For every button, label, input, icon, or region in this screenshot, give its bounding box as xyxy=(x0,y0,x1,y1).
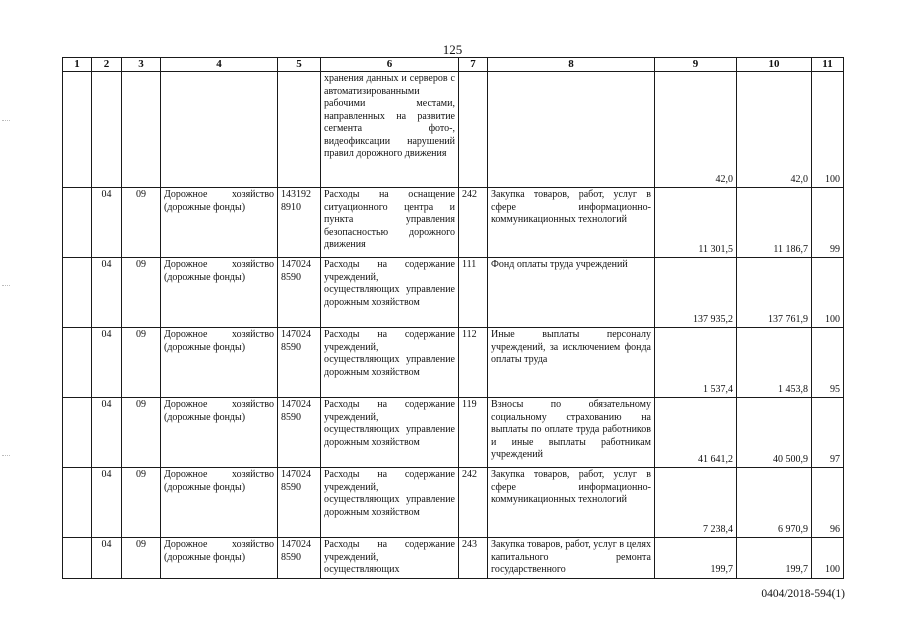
plan-amount-cell: 7 238,4 xyxy=(655,468,737,538)
expense-type-name-cell: Взносы по обязательному социальному страхованию на выплаты по оплате труда работников и иные выплаты работникам учреждений xyxy=(488,398,655,468)
column-header: 11 xyxy=(812,58,844,72)
section-name-cell: Дорожное хозяйство (дорожные фонды) xyxy=(161,258,278,328)
row-number-cell xyxy=(63,538,92,579)
subsection-code-cell: 09 xyxy=(122,188,161,258)
plan-amount-cell: 137 935,2 xyxy=(655,258,737,328)
expense-type-code-cell: 119 xyxy=(459,398,488,468)
target-article-name-cell: Расходы на содержание учреждений, осуществляющих управление дорожным хозяйством xyxy=(321,398,459,468)
column-header: 5 xyxy=(278,58,321,72)
expense-type-code-cell: 243 xyxy=(459,538,488,579)
subsection-code-cell: 09 xyxy=(122,258,161,328)
target-article-name-cell: Расходы на оснащение ситуационного центра и пункта управления безопасностью дорожного движения xyxy=(321,188,459,258)
column-header: 8 xyxy=(488,58,655,72)
expense-type-code-cell: 111 xyxy=(459,258,488,328)
subsection-code-cell xyxy=(122,72,161,188)
target-article-name-cell: Расходы на содержание учреждений, осуществляющих управление дорожным хозяйством xyxy=(321,258,459,328)
section-code-cell: 04 xyxy=(92,328,122,398)
plan-amount-cell: 41 641,2 xyxy=(655,398,737,468)
page-number: 125 xyxy=(442,42,463,57)
expense-type-name-cell: Закупка товаров, работ, услуг в сфере информационно-коммуникационных технологий xyxy=(488,188,655,258)
plan-amount-cell: 1 537,4 xyxy=(655,328,737,398)
section-code-cell: 04 xyxy=(92,468,122,538)
table-row xyxy=(63,188,844,258)
table-row xyxy=(63,258,844,328)
expense-type-name-cell: Иные выплаты персоналу учреждений, за исключением фонда оплаты труда xyxy=(488,328,655,398)
section-name-cell: Дорожное хозяйство (дорожные фонды) xyxy=(161,398,278,468)
target-article-cell: 147024 8590 xyxy=(278,398,321,468)
subsection-code-cell: 09 xyxy=(122,468,161,538)
column-header: 9 xyxy=(655,58,737,72)
column-header: 4 xyxy=(161,58,278,72)
section-name-cell: Дорожное хозяйство (дорожные фонды) xyxy=(161,538,278,579)
actual-amount-cell: 42,0 xyxy=(737,72,812,188)
table-row xyxy=(63,468,844,538)
percent-cell: 99 xyxy=(812,188,844,258)
row-number-cell xyxy=(63,258,92,328)
target-article-cell: 147024 8590 xyxy=(278,468,321,538)
expense-type-name-cell: Закупка товаров, работ, услуг в сфере информационно-коммуникационных технологий xyxy=(488,468,655,538)
subsection-code-cell: 09 xyxy=(122,398,161,468)
actual-amount-cell: 199,7 xyxy=(737,538,812,579)
plan-amount-cell: 42,0 xyxy=(655,72,737,188)
percent-cell: 100 xyxy=(812,538,844,579)
section-code-cell: 04 xyxy=(92,398,122,468)
expense-type-name-cell: Закупка товаров, работ, услуг в целях капитального ремонта государственного xyxy=(488,538,655,579)
table-row xyxy=(63,538,844,579)
target-article-cell xyxy=(278,72,321,188)
subsection-code-cell: 09 xyxy=(122,328,161,398)
column-header: 10 xyxy=(737,58,812,72)
header-row xyxy=(63,58,844,72)
percent-cell: 100 xyxy=(812,258,844,328)
section-code-cell xyxy=(92,72,122,188)
budget-table xyxy=(62,57,844,579)
target-article-name-cell: Расходы на содержание учреждений, осуществляющих управление дорожным хозяйством xyxy=(321,468,459,538)
target-article-cell: 147024 8590 xyxy=(278,328,321,398)
actual-amount-cell: 11 186,7 xyxy=(737,188,812,258)
subsection-code-cell: 09 xyxy=(122,538,161,579)
actual-amount-cell: 137 761,9 xyxy=(737,258,812,328)
target-article-name-cell: Расходы на содержание учреждений, осуществляющих управление дорожным хозяйством xyxy=(321,328,459,398)
percent-cell: 95 xyxy=(812,328,844,398)
document-code: 0404/2018-594(1) xyxy=(761,588,845,600)
percent-cell: 97 xyxy=(812,398,844,468)
column-header: 2 xyxy=(92,58,122,72)
column-header: 3 xyxy=(122,58,161,72)
section-name-cell: Дорожное хозяйство (дорожные фонды) xyxy=(161,468,278,538)
row-number-cell xyxy=(63,72,92,188)
expense-type-code-cell: 242 xyxy=(459,468,488,538)
target-article-cell: 147024 8590 xyxy=(278,258,321,328)
expense-type-code-cell: 112 xyxy=(459,328,488,398)
expense-type-code-cell xyxy=(459,72,488,188)
plan-amount-cell: 199,7 xyxy=(655,538,737,579)
table-row xyxy=(63,72,844,188)
section-code-cell: 04 xyxy=(92,258,122,328)
percent-cell: 96 xyxy=(812,468,844,538)
section-code-cell: 04 xyxy=(92,188,122,258)
table-row xyxy=(63,398,844,468)
section-name-cell: Дорожное хозяйство (дорожные фонды) xyxy=(161,328,278,398)
target-article-cell: 143192 8910 xyxy=(278,188,321,258)
table-row xyxy=(63,328,844,398)
section-code-cell: 04 xyxy=(92,538,122,579)
target-article-cell: 147024 8590 xyxy=(278,538,321,579)
actual-amount-cell: 1 453,8 xyxy=(737,328,812,398)
row-number-cell xyxy=(63,188,92,258)
percent-cell: 100 xyxy=(812,72,844,188)
plan-amount-cell: 11 301,5 xyxy=(655,188,737,258)
actual-amount-cell: 6 970,9 xyxy=(737,468,812,538)
row-number-cell xyxy=(63,398,92,468)
scan-edge-mark xyxy=(2,120,10,121)
row-number-cell xyxy=(63,468,92,538)
section-name-cell xyxy=(161,72,278,188)
scan-edge-mark xyxy=(2,285,10,286)
actual-amount-cell: 40 500,9 xyxy=(737,398,812,468)
column-header: 1 xyxy=(63,58,92,72)
scan-edge-mark xyxy=(2,455,10,456)
expense-type-name-cell xyxy=(488,72,655,188)
row-number-cell xyxy=(63,328,92,398)
column-header: 6 xyxy=(321,58,459,72)
section-name-cell: Дорожное хозяйство (дорожные фонды) xyxy=(161,188,278,258)
expense-type-name-cell: Фонд оплаты труда учреждений xyxy=(488,258,655,328)
target-article-name-cell: хранения данных и серверов с автоматизированными рабочими местами, направленных на развитие сегмента фото-, видеофиксации нарушений правил дорожного движения xyxy=(321,72,459,188)
target-article-name-cell: Расходы на содержание учреждений, осуществляющих xyxy=(321,538,459,579)
expense-type-code-cell: 242 xyxy=(459,188,488,258)
column-header: 7 xyxy=(459,58,488,72)
